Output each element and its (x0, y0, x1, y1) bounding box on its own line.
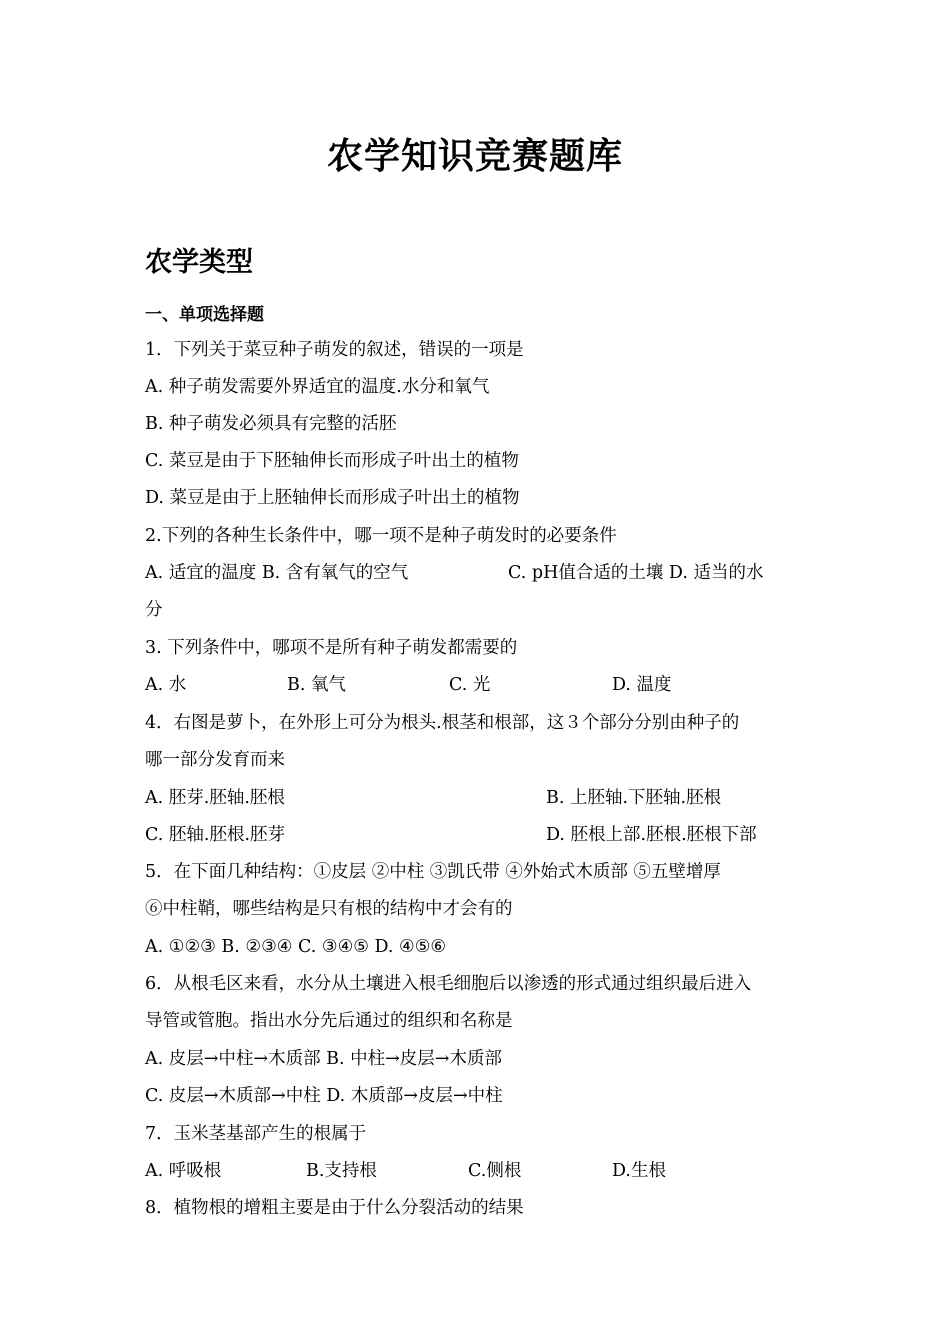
question-4-option-d: D. 胚根上部.胚根.胚根下部 (546, 825, 757, 845)
question-3-option-c: C. 光 (449, 675, 491, 695)
question-1-option-d: D. 菜豆是由于上胚轴伸长而形成子叶出土的植物 (145, 488, 520, 508)
question-6-options-ab: A. 皮层→中柱→木质部 B. 中柱→皮层→木质部 (145, 1049, 502, 1069)
question-1-option-c: C. 菜豆是由于下胚轴伸长而形成子叶出土的植物 (145, 451, 519, 471)
question-4-option-a: A. 胚芽.胚轴.胚根 (145, 788, 285, 808)
subheading: 一、单项选择题 (145, 305, 264, 325)
section-heading: 农学类型 (145, 247, 253, 278)
question-4-option-c: C. 胚轴.胚根.胚芽 (145, 825, 286, 845)
question-6-options-cd: C. 皮层→木质部→中柱 D. 木质部→皮层→中柱 (145, 1086, 503, 1106)
question-8-stem: 8．植物根的增粗主要是由于什么分裂活动的结果 (145, 1198, 524, 1218)
question-4-stem-line2: 哪一部分发育而来 (145, 750, 285, 770)
question-6-stem-line2: 导管或管胞。指出水分先后通过的组织和名称是 (145, 1011, 513, 1031)
question-7-option-a: A. 呼吸根 (145, 1161, 222, 1181)
question-5-options: A. ①②③ B. ②③④ C. ③④⑤ D. ④⑤⑥ (145, 937, 447, 957)
question-2-options-ab: A. 适宜的温度 B. 含有氧气的空气 (145, 563, 409, 583)
question-2-stem: 2.下列的各种生长条件中，哪一项不是种子萌发时的必要条件 (145, 526, 617, 546)
question-1-stem: 1．下列关于菜豆种子萌发的叙述，错误的一项是 (145, 340, 524, 360)
question-3-option-d: D. 温度 (612, 675, 672, 695)
question-5-stem-line1: 5．在下面几种结构：①皮层 ②中柱 ③凯氏带 ④外始式木质部 ⑤五壁增厚 (145, 862, 721, 882)
question-3-option-a: A. 水 (145, 675, 187, 695)
question-6-stem-line1: 6．从根毛区来看，水分从土壤进入根毛细胞后以渗透的形式通过组织最后进入 (145, 974, 752, 994)
question-5-stem-line2: ⑥中柱鞘，哪些结构是只有根的结构中才会有的 (145, 899, 513, 919)
question-1-option-a: A. 种子萌发需要外界适宜的温度.水分和氧气 (145, 377, 490, 397)
question-3-option-b: B. 氧气 (287, 675, 346, 695)
question-2-options-cd: C. pH值合适的土壤 D. 适当的水 (508, 563, 764, 583)
question-2-continuation: 分 (145, 600, 163, 620)
question-7-stem: 7．玉米茎基部产生的根属于 (145, 1124, 367, 1144)
question-3-stem: 3. 下列条件中，哪项不是所有种子萌发都需要的 (145, 638, 518, 658)
question-7-option-d: D.生根 (612, 1161, 666, 1181)
question-4-stem-line1: 4．右图是萝卜，在外形上可分为根头.根茎和根部，这３个部分分别由种子的 (145, 713, 740, 733)
question-7-option-b: B.支持根 (306, 1161, 377, 1181)
document-title: 农学知识竞赛题库 (326, 135, 623, 177)
question-7-option-c: C.侧根 (468, 1161, 522, 1181)
question-4-option-b: B. 上胚轴.下胚轴.胚根 (546, 788, 722, 808)
question-1-option-b: B. 种子萌发必须具有完整的活胚 (145, 414, 397, 434)
